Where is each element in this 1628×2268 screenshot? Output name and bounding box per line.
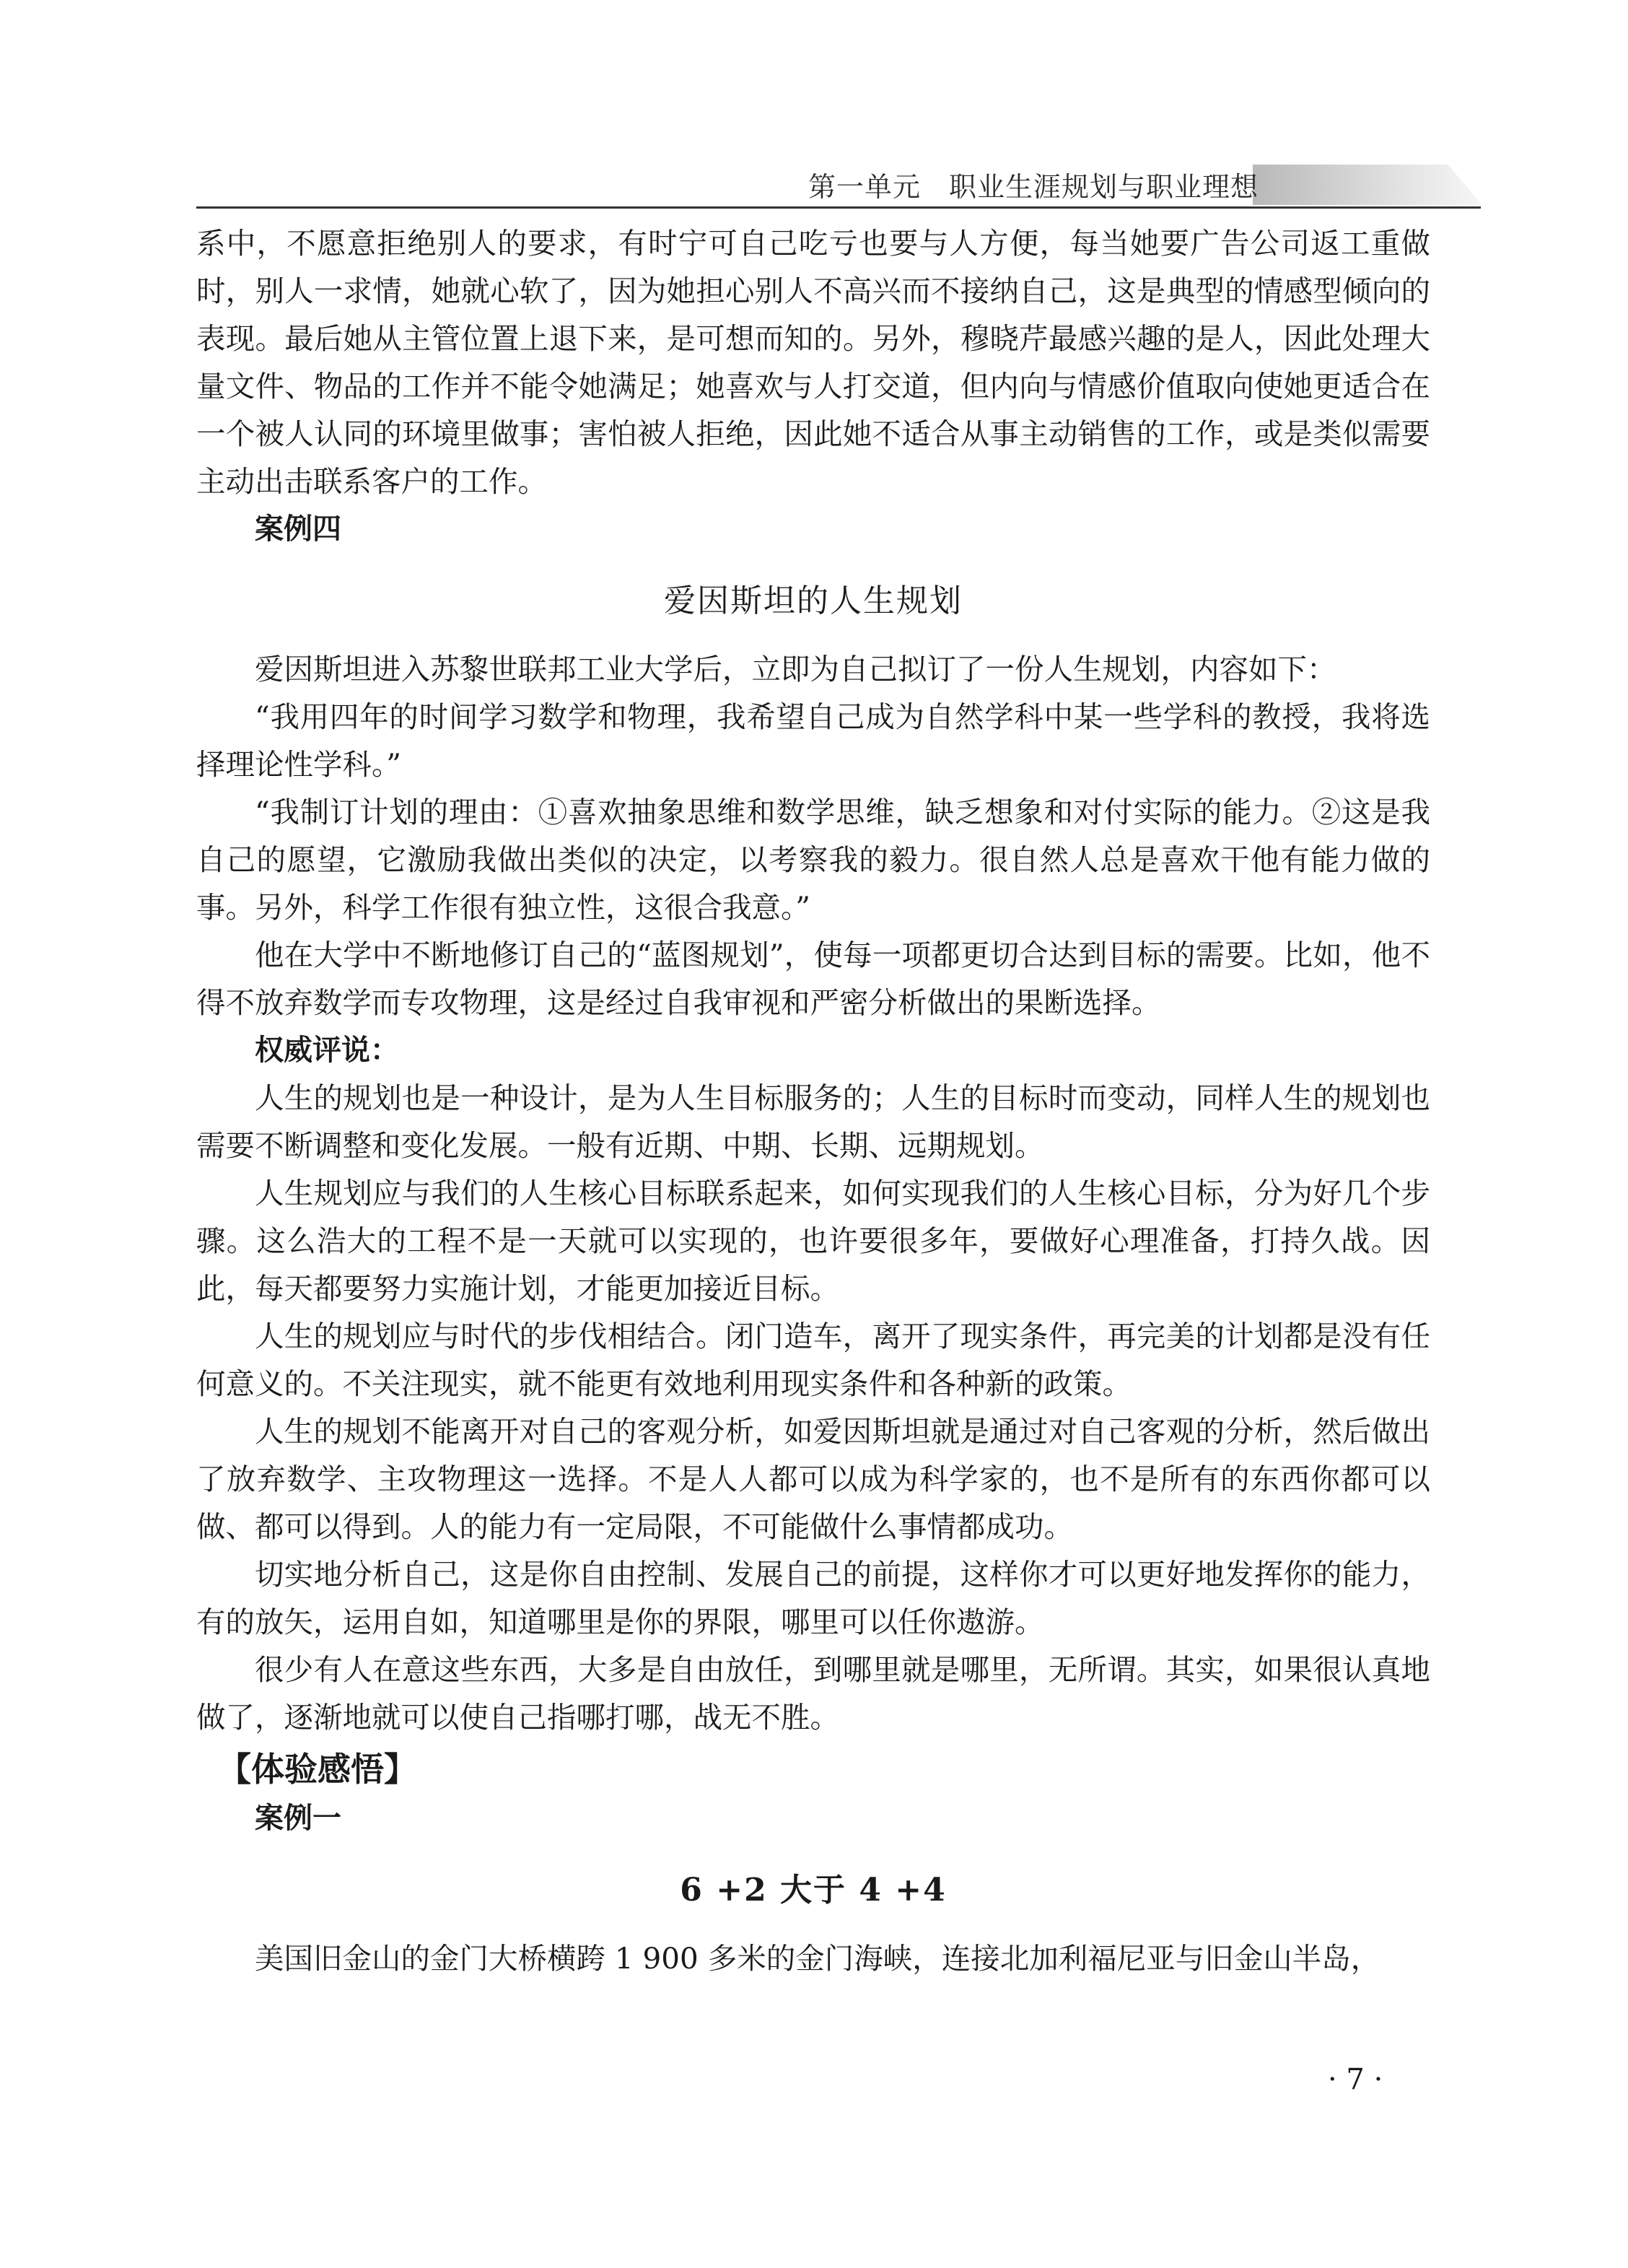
body-paragraph: 人生的规划不能离开对自己的客观分析，如爱因斯坦就是通过对自己客观的分析，然后做出了放弃数学、主攻物理这一选择。不是人人都可以成为科学家的，也不是所有的东西你都可以做、都可以得到。人的能力有一定局限，不可能做什么事情都成功。 — [196, 1414, 1430, 1544]
body-paragraph: “我制订计划的理由：①喜欢抽象思维和数学思维，缺乏想象和对付实际的能力。②这是我自己的愿望，它激励我做出类似的决定，以考察我的毅力。很自然人总是喜欢干他有能力做的事。另外，科学工作很有独立性，这很合我意。” — [196, 795, 1430, 925]
header-decorative-tab — [1253, 165, 1482, 205]
body-paragraph: 人生的规划也是一种设计，是为人生目标服务的；人生的目标时而变动，同样人生的规划也需要不断调整和变化发展。一般有近期、中期、长期、远期规划。 — [196, 1081, 1430, 1163]
running-header: 第一单元 职业生涯规划与职业理想 — [808, 171, 1259, 203]
header-rule — [196, 206, 1481, 209]
body-paragraph: “我用四年的时间学习数学和物理，我希望自己成为自然学科中某一些学科的教授，我将选择理论性学科。” — [196, 699, 1430, 782]
case-label: 案例四 — [255, 513, 341, 546]
page-number: · 7 · — [1328, 2063, 1383, 2096]
body-paragraph: 很少有人在意这些东西，大多是自由放任，到哪里就是哪里，无所谓。其实，如果很认真地做了，逐渐地就可以使自己指哪打哪，战无不胜。 — [196, 1652, 1430, 1735]
case-title: 6 +2 大于 4 +4 — [680, 1872, 947, 1909]
case-title: 爱因斯坦的人生规划 — [664, 583, 963, 619]
body-paragraph: 爱因斯坦进入苏黎世联邦工业大学后，立即为自己拟订了一份人生规划，内容如下： — [255, 652, 1336, 686]
body-paragraph: 美国旧金山的金门大桥横跨 1 900 多米的金门海峡，连接北加利福尼亚与旧金山半岛， — [255, 1941, 1380, 1976]
body-paragraph: 人生的规划应与时代的步伐相结合。闭门造车，离开了现实条件，再完美的计划都是没有任何意义的。不关注现实，就不能更有效地利用现实条件和各种新的政策。 — [196, 1319, 1430, 1401]
case-body — [196, 645, 1430, 1026]
case-label: 案例一 — [255, 1802, 341, 1835]
section-heading: 【体验感悟】 — [218, 1750, 417, 1789]
body-paragraph: 系中，不愿意拒绝别人的要求，有时宁可自己吃亏也要与人方便，每当她要广告公司返工重做时，别人一求情，她就心软了，因为她担心别人不高兴而不接纳自己，这是典型的情感型倾向的表现。最后她从主管位置上退下来，是可想而知的。另外，穆晓芹最感兴趣的是人，因此处理大量文件、物品的工作并不能令她满足；她喜欢与人打交道，但内向与情感价值取向使她更适合在一个被人认同的环境里做事；害怕被人拒绝，因此她不适合从事主动销售的工作，或是类似需要主动出击联系客户的工作。 — [196, 226, 1430, 499]
commentary-label: 权威评说： — [255, 1034, 399, 1067]
body-paragraph: 他在大学中不断地修订自己的“蓝图规划”，使每一项都更切合达到目标的需要。比如，他不得不放弃数学而专攻物理，这是经过自我审视和严密分析做出的果断选择。 — [196, 938, 1430, 1020]
body-paragraph: 人生规划应与我们的人生核心目标联系起来，如何实现我们的人生核心目标，分为好几个步骤。这么浩大的工程不是一天就可以实现的，也许要很多年，要做好心理准备，打持久战。因此，每天都要努力实施计划，才能更加接近目标。 — [196, 1176, 1430, 1306]
body-paragraph: 切实地分析自己，这是你自由控制、发展自己的前提，这样你才可以更好地发挥你的能力，有的放矢，运用自如，知道哪里是你的界限，哪里可以任你遨游。 — [196, 1557, 1430, 1639]
page-content — [196, 219, 1430, 1982]
